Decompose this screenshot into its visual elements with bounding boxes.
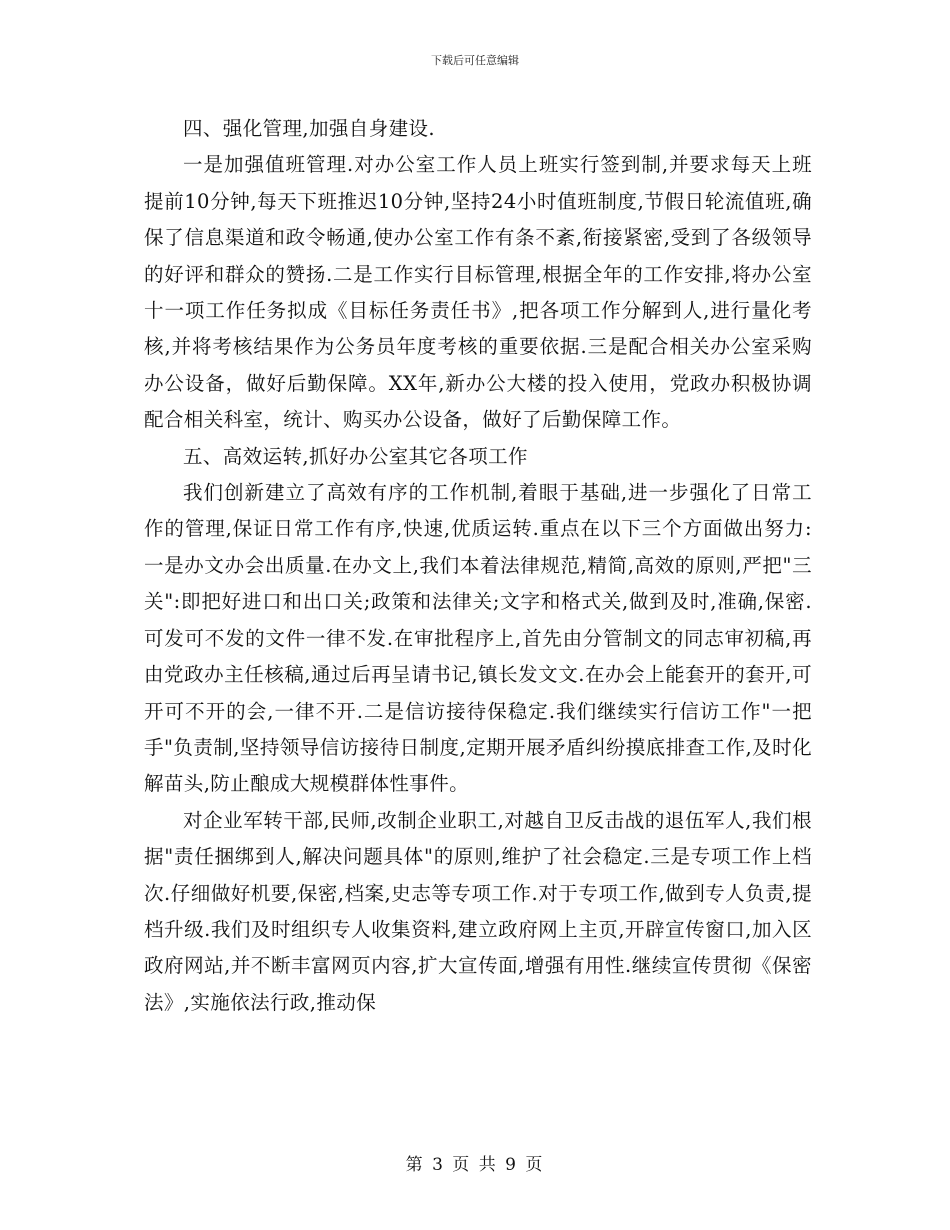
- page-header-note: 下载后可任意编辑: [431, 54, 519, 67]
- heading-section-five: 五、高效运转,抓好办公室其它各项工作: [183, 444, 528, 468]
- paragraph-work-mechanism: 我们创新建立了高效有序的工作机制,着眼于基础,进一步强化了日常工作的管理,保证日常工作有序,快速,优质运转.重点在以下三个方面做出努力:一是办文办会出质量.在办文上,我们本着法律规范,精简,高效的原则,严把"三关":即把好进口和出口关;政策和法律关;文字和格式关,做到及时,准确,保密.可发可不发的文件一律不发.在审批程序上,首先由分管制文的同志审初稿,再由党政办主任核稿,通过后再呈请书记,镇长发文文.在办会上能套开的套开,可开可不开的会,一律不开.二是信访接待保稳定.我们继续实行信访工作"一把手"负责制,坚持领导信访接待日制度,定期开展矛盾纠纷摸底排查工作,及时化解苗头,防止酿成大规模群体性事件。: [144, 481, 812, 796]
- page-number-footer: 第 3 页 共 9 页: [405, 1155, 545, 1175]
- document-body: [144, 111, 812, 1021]
- heading-section-four: 四、强化管理,加强自身建设.: [183, 117, 435, 140]
- paragraph-special-work: 对企业军转干部,民师,改制企业职工,对越自卫反击战的退伍军人,我们根据"责任捆绑到人,解决问题具体"的原则,维护了社会稳定.三是专项工作上档次.仔细做好机要,保密,档案,史志等专项工作.对于专项工作,做到专人负责,提档升级.我们及时组织专人收集资料,建立政府网上主页,开辟宣传窗口,加入区政府网站,并不断丰富网页内容,扩大宣传面,增强有用性.继续宣传贯彻《保密法》,实施依法行政,推动保: [144, 808, 812, 1014]
- paragraph-duty-management: 一是加强值班管理.对办公室工作人员上班实行签到制,并要求每天上班提前10分钟,每天下班推迟10分钟,坚持24小时值班制度,节假日轮流值班,确保了信息渠道和政令畅通,使办公室工作有条不紊,衔接紧密,受到了各级领导的好评和群众的赞扬.二是工作实行目标管理,根据全年的工作安排,将办公室十一项工作任务拟成《目标任务责任书》,把各项工作分解到人,进行量化考核,并将考核结果作为公务员年度考核的重要依据.三是配合相关办公室采购办公设备，做好后勤保障。XX年,新办公大楼的投入使用，党政办积极协调配合相关科室，统计、购买办公设备，做好了后勤保障工作。: [144, 153, 812, 432]
